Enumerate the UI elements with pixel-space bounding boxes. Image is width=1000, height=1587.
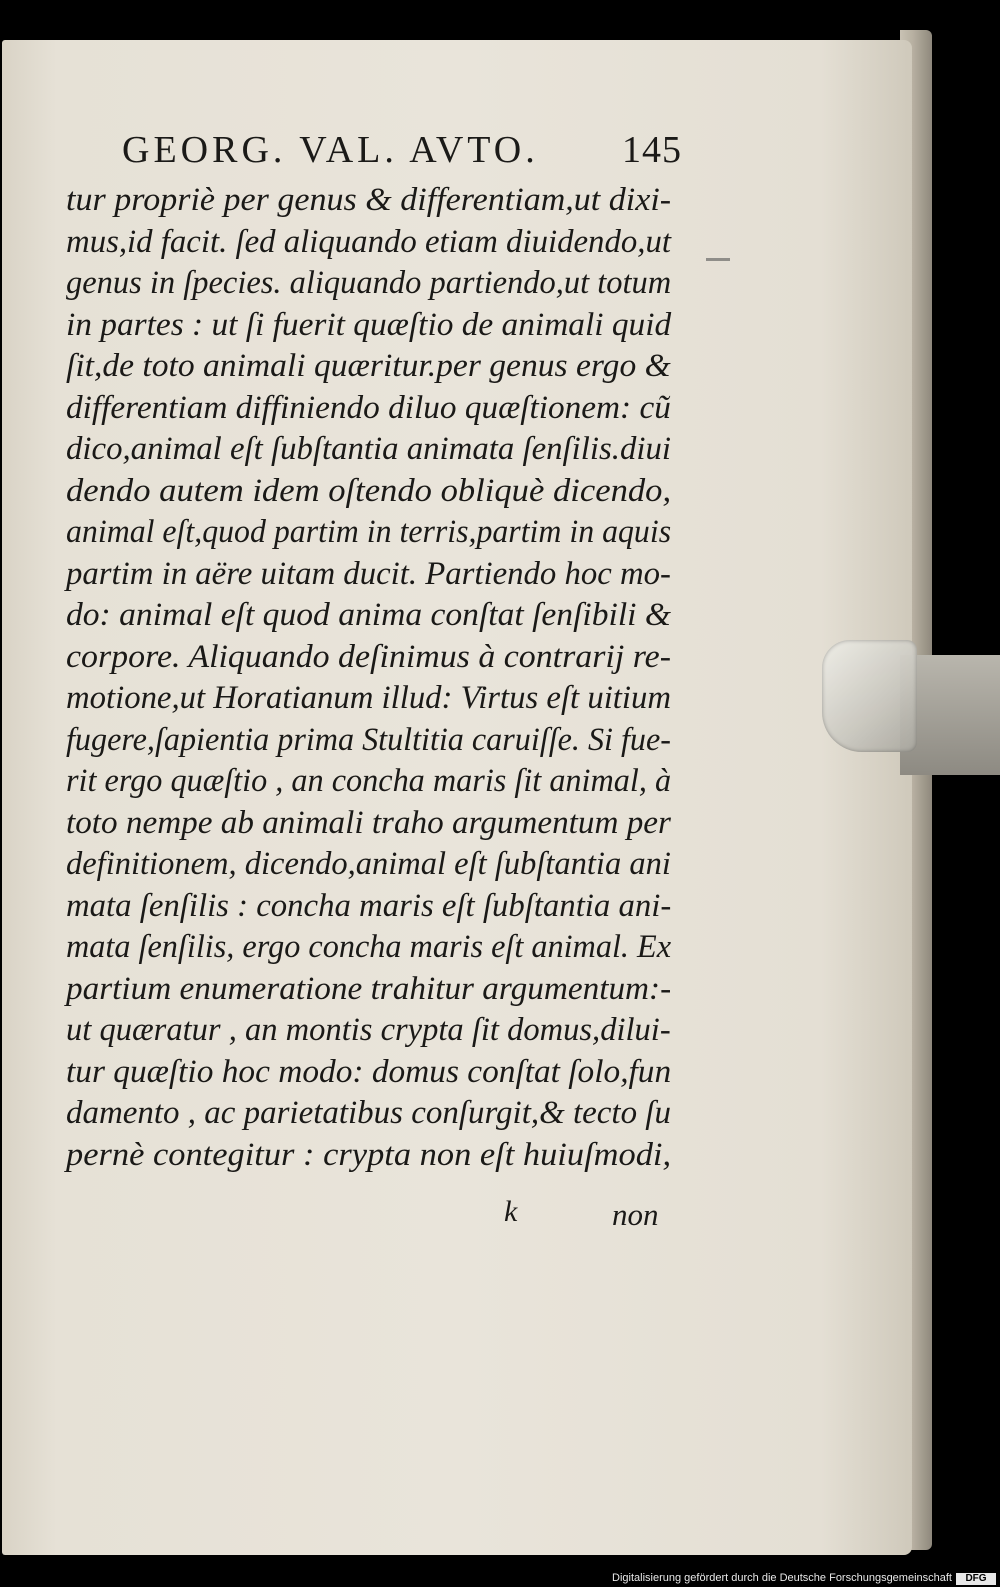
footer-bar xyxy=(0,1571,1000,1587)
text-line: ſit,de toto animali quæritur.per genus ergo & xyxy=(66,348,671,384)
footer-credit: Digitalisierung gefördert durch die Deutsche Forschungsgemeinschaft xyxy=(612,1572,952,1584)
text-line: in partes : ut ſi fuerit quæſtio de animali quid xyxy=(66,306,672,343)
text-line: tur propriè per genus & differentiam,ut dixi- xyxy=(66,182,672,218)
text-line: damento , ac parietatibus conſurgit,& tecto ſu xyxy=(66,1095,671,1131)
body-text xyxy=(66,180,686,1176)
text-line: mata ſenſilis, ergo concha maris eſt animal. Ex xyxy=(66,929,672,965)
text-line: genus in ſpecies. aliquando partiendo,ut totum xyxy=(66,265,672,301)
text-line: partium enumeratione trahitur argumentum:- xyxy=(66,970,672,1007)
text-line: ut quæratur , an montis crypta ſit domus,dilui- xyxy=(66,1012,671,1048)
text-line: toto nempe ab animali traho argumentum per xyxy=(66,804,671,841)
text-line: dico,animal eſt ſubſtantia animata ſenſilis.diui xyxy=(66,431,672,467)
text-line: corpore. Aliquando deſinimus à contrarij re- xyxy=(66,638,671,675)
signature-mark: k xyxy=(504,1195,518,1228)
text-line: motione,ut Horatianum illud: Virtus eſt uitium xyxy=(66,680,671,716)
running-head-title: GEORG. VAL. AVTO. xyxy=(122,129,539,171)
text-line: mus,id facit. ſed aliquando etiam diuidendo,ut xyxy=(66,223,671,260)
text-line: tur quæſtio hoc modo: domus conſtat ſolo,fun xyxy=(66,1053,672,1090)
running-head xyxy=(122,128,682,176)
text-line: mata ſenſilis : concha maris eſt ſubſtantia ani- xyxy=(66,887,672,924)
text-line: definitionem, dicendo,animal eſt ſubſtantia ani xyxy=(66,846,671,882)
pencil-mark xyxy=(706,258,730,261)
text-line: differentiam diffiniendo diluo quæſtionem: cũ xyxy=(66,389,671,426)
text-line: do: animal eſt quod anima conſtat ſenſibili & xyxy=(66,597,671,633)
text-line: fugere,ſapientia prima Stultitia caruiſſe. Si fue- xyxy=(66,721,671,758)
page-clip xyxy=(822,640,917,752)
text-line: rit ergo quæſtio , an concha maris ſit animal, à xyxy=(66,763,672,799)
text-line: animal eſt,quod partim in terris,partim in aquis xyxy=(66,514,672,550)
text-line: partim in aëre uitam ducit. Partiendo hoc mo- xyxy=(66,555,671,592)
dfg-logo: DFG xyxy=(956,1573,996,1585)
text-line: dendo autem idem oſtendo obliquè dicendo, xyxy=(66,472,672,509)
text-line: pernè contegitur : crypta non eſt huiuſmodi, xyxy=(66,1136,672,1173)
page-number: 145 xyxy=(622,129,682,171)
catchword: non xyxy=(612,1197,659,1232)
